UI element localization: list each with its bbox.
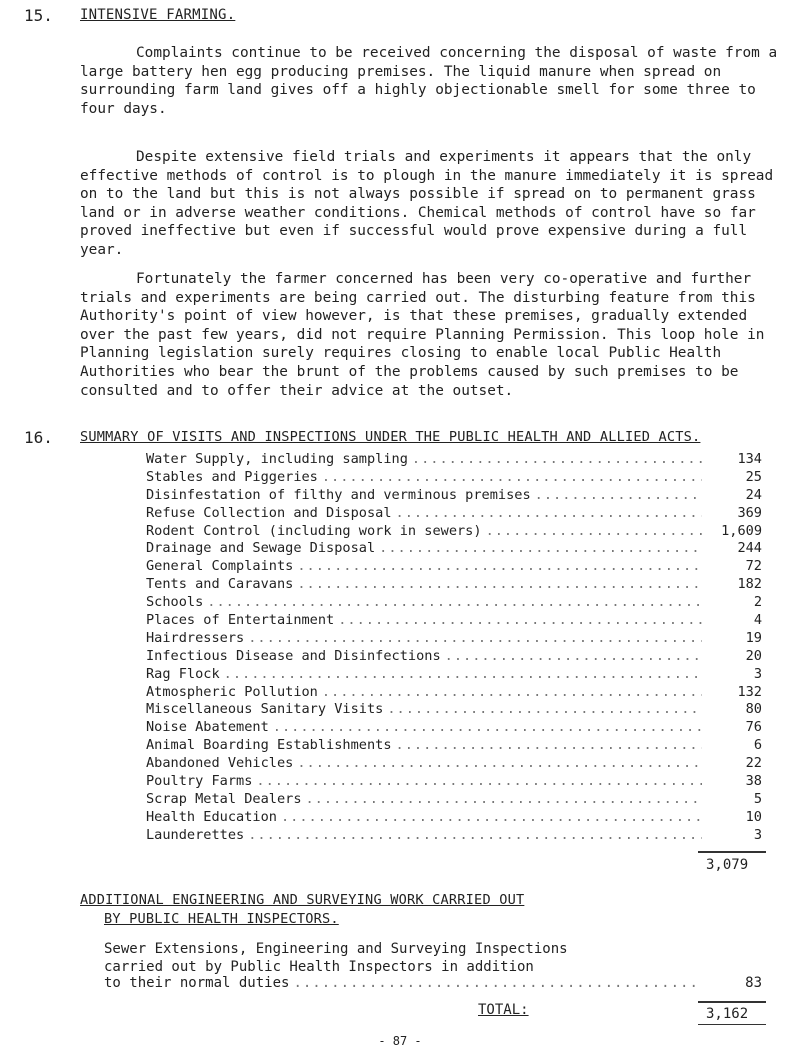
subtotal-rule	[698, 851, 766, 853]
section-15-paragraph-2: Despite extensive field trials and experiments it appears that the only effective methods of control is to plough in the manure immediately it is spread on to the land but this is not always possible if spread on to permanent grass land or in adverse weather conditions. Chemical methods of control have so far proved ineffective but even if successful would prove expensive during a full year.	[80, 149, 774, 258]
table-row: Poultry Farms ..... 38	[146, 773, 766, 791]
table-row: Stables and Piggeries ..... 25	[146, 469, 766, 487]
table-row: Disinfestation of filthy and verminous premises ..... 24	[146, 487, 766, 505]
table-row: Hairdressers ..... 19	[146, 630, 766, 648]
table-row: Rodent Control (including work in sewers) ..... 1,609	[146, 523, 766, 541]
additional-duties-row: to their normal duties ..... 83	[104, 975, 766, 993]
table-row: Scrap Metal Dealers ..... 5	[146, 791, 766, 809]
table-row: General Complaints ..... 72	[146, 558, 766, 576]
table-row: Drainage and Sewage Disposal ..... 244	[146, 540, 766, 558]
additional-text-line-1: Sewer Extensions, Engineering and Surveying Inspections	[104, 941, 568, 957]
total-rule-top	[698, 1001, 766, 1003]
table-row: Noise Abatement ..... 76	[146, 719, 766, 737]
table-row: Health Education ..... 10	[146, 809, 766, 827]
table-row: Miscellaneous Sanitary Visits ..... 80	[146, 701, 766, 719]
section-15-number: 15.	[24, 6, 53, 25]
total-value: 3,162	[706, 1006, 749, 1022]
additional-heading-line-2: BY PUBLIC HEALTH INSPECTORS.	[104, 911, 339, 927]
section-15-paragraph-3: Fortunately the farmer concerned has been very co-operative and further trials and experiments are being carried out. The disturbing feature from this Authority's point of view however, is that these premises, gradually extended over the past few years, did not require Planning Permission. This loop hole in Planning legislation surely requires closing to enable local Public Health Authorities who bear the brunt of the problems caused by such premises to be consulted and to offer their advice at the outset.	[80, 271, 765, 399]
table-row: Launderettes ..... 3	[146, 827, 766, 845]
section-16-number: 16.	[24, 428, 53, 447]
table-row: Places of Entertainment ..... 4	[146, 612, 766, 630]
visits-summary-table	[146, 451, 766, 845]
table-row: Animal Boarding Establishments ..... 6	[146, 737, 766, 755]
total-rule-bottom	[698, 1024, 766, 1025]
section-15-paragraph-1: Complaints continue to be received concerning the disposal of waste from a large battery hen egg producing premises. The liquid manure when spread on surrounding farm land gives off a highly objectionable smell for some three to four days.	[80, 45, 778, 117]
table-row: Abandoned Vehicles ..... 22	[146, 755, 766, 773]
section-16-heading: SUMMARY OF VISITS AND INSPECTIONS UNDER THE PUBLIC HEALTH AND ALLIED ACTS.	[80, 429, 701, 445]
page-number: - 87 -	[378, 1034, 422, 1048]
table-row: Water Supply, including sampling ..... 134	[146, 451, 766, 469]
table-row: Schools ..... 2	[146, 594, 766, 612]
additional-text-line-2: carried out by Public Health Inspectors in addition	[104, 959, 534, 975]
total-label: TOTAL:	[478, 1002, 529, 1018]
table-row: Infectious Disease and Disinfections ..... 20	[146, 648, 766, 666]
table-row: Atmospheric Pollution ..... 132	[146, 684, 766, 702]
additional-heading-line-1: ADDITIONAL ENGINEERING AND SURVEYING WORK CARRIED OUT	[80, 892, 525, 908]
table-row: Refuse Collection and Disposal ..... 369	[146, 505, 766, 523]
table-row: Rag Flock ..... 3	[146, 666, 766, 684]
table-row: Tents and Caravans ..... 182	[146, 576, 766, 594]
subtotal-value: 3,079	[706, 857, 749, 873]
section-15-heading: INTENSIVE FARMING.	[80, 7, 236, 23]
